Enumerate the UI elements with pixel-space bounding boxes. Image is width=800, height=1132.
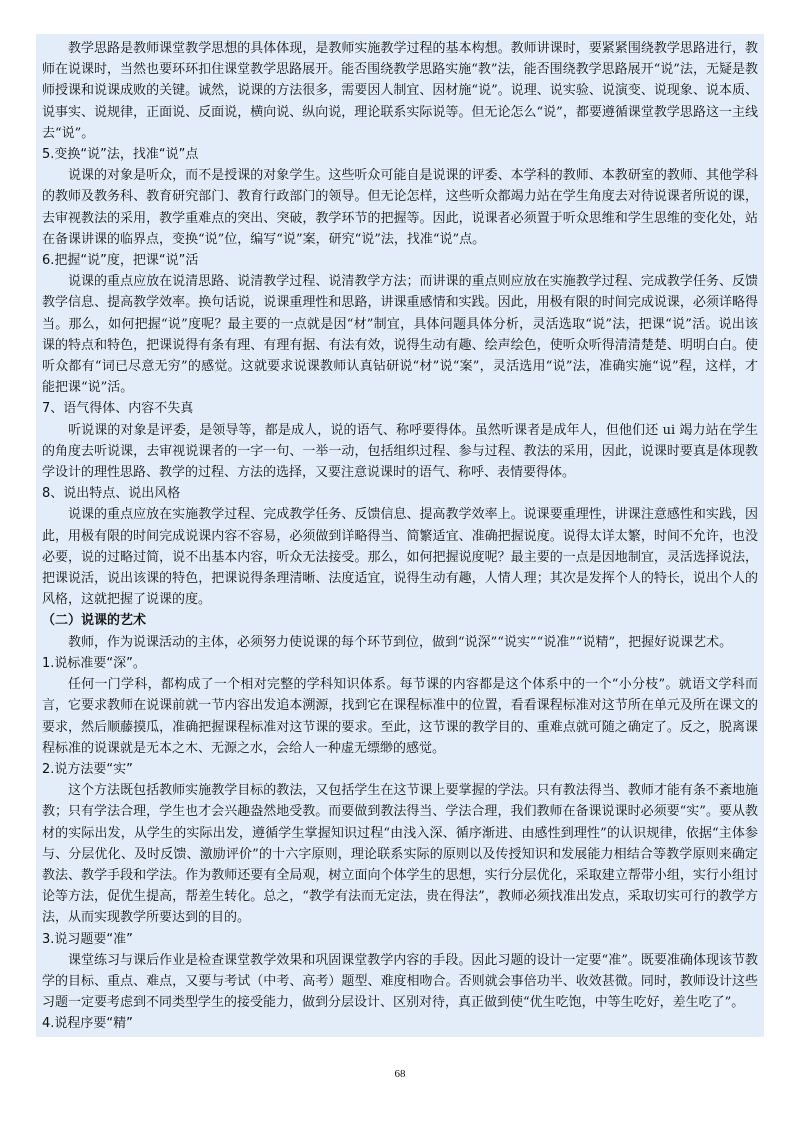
body-paragraph: 说课的重点应放在说清思路、说清教学过程、说清教学方法；而讲课的重点则应放在实施教学过程、完成教学任务、反馈教学信息、提高教学效率。换句话说，说课重理性和思路，讲课重感情和实践。因此，用极有限的时间完成说课，必须详略得当。那么，如何把握“说”度呢？最主要的一点就是因“材”制宜，具体问题具体分析，灵活选取“说”法，把课“说”活。说出该课的特点和特色，把课说得有条有理、有理有据、有法有效，说得生动有趣、绘声绘色，使听众听得清清楚楚、明明白白。使听众都有“词已尽意无穷”的感觉。这就要求说课教师认真钻研说“材”说“案”，灵活选用“说”法，准确实施“说”程，这样，才能把课“说”活。 (42, 274, 758, 396)
section-heading: 5.变换“说”法，找准“说”点 (42, 147, 199, 163)
section-heading: 4.说程序要“精” (42, 1016, 133, 1032)
body-paragraph: 听说课的对象是评委，是领导等，都是成人，说的语气、称呼要得体。虽然听课者是成年人，但他们还 ui 竭力站在学生的角度去听说课，去审视说课者的一字一句、一举一动，包括组织过程、参与过程、教法的采用，因此，说课时要真是体现教学设计的理性思路、教学的过程、方法的选择，又要注意说课时的语气、称呼、表情要得体。 (42, 422, 758, 481)
body-paragraph: 这个方法既包括教师实施教学目标的教法，又包括学生在这节课上要掌握的学法。只有教法得当、教师才能有条不紊地施教；只有学法合理，学生也才会兴趣盎然地受教。而要做到教法得当、学法合理，我们教师在备课说课时必须要“实”。要从教材的实际出发，从学生的实际出发，遵循学生掌握知识过程“由浅入深、循序渐进、由感性到理性”的认识规律，依据“主体参与、分层优化、及时反馈、激励评价”的十六字原则，理论联系实际的原则以及传授知识和发展能力相结合等教学原则来确定教法、教学手段和学法。作为教师还要有全局观，树立面向个体学生的思想，实行分层优化，采取建立帮带小组，实行小组讨论等方法，促优生提高，帮差生转化。总之，“教学有法而无定法，贵在得法”，教师必须找准出发点，采取切实可行的教学方法，从而实现教学所要达到的目的。 (42, 783, 758, 926)
body-paragraph: 课堂练习与课后作业是检查课堂教学效果和巩固课堂教学内容的手段。因此习题的设计一定要“准”。既要准确体现该节教学的目标、重点、难点，又要与考试（中考、高考）题型、难度相吻合。否则就会事倍功半、收效甚微。同时，教师设计这些习题一定要考虑到不同类型学生的接受能力，做到分层设计、区别对待，真正做到使“优生吃饱，中等生吃好，差生吃了”。 (42, 952, 758, 1011)
document-body (36, 34, 764, 1037)
section-heading: （二）说课的艺术 (42, 613, 147, 629)
body-paragraph: 任何一门学科，都构成了一个相对完整的学科知识体系。每节课的内容都是这个体系中的一个“小分枝”。就语文学科而言，它要求教师在说课前就一节内容出发追本溯源，找到它在课程标准中的位置，看看课程标准对这节所在单元及所在课文的要求，然后顺藤摸瓜，准确把握课程标准对这节课的要求。至此，这节课的教学目的、重难点就可随之确定了。反之，脱离课程标准的说课就是无本之木、无源之水，会给人一种虚无缥缈的感觉。 (42, 677, 758, 756)
page-number: 68 (394, 1068, 406, 1080)
body-paragraph: 教师，作为说课活动的主体，必须努力使说课的每个环节到位，做到“说深”“说实”“说准”“说精”，把握好说课艺术。 (68, 634, 733, 650)
section-heading: 1.说标准要“深”。 (42, 655, 146, 671)
body-paragraph: 说课的对象是听众，而不是授课的对象学生。这些听众可能自是说课的评委、本学科的教师、本教研室的教师、其他学科的教师及教务科、教育研究部门、教育行政部门的领导。但无论怎样，这些听众都竭力站在学生角度去对待说课者所说的课，去审视教法的采用，教学重难点的突出、突破，教学环节的把握等。因此，说课者必须置于听众思维和学生思维的变化处，站在备课讲课的临界点，变换“说”位，编写“说”案，研究“说”法，找准“说”点。 (42, 168, 758, 247)
section-heading: 6.把握“说”度，把课“说”活 (42, 253, 199, 269)
section-heading: 7、语气得体、内容不失真 (42, 401, 194, 417)
section-heading: 8、说出特点、说出风格 (42, 486, 181, 502)
section-heading: 3.说习题要“准” (42, 931, 133, 947)
body-paragraph: 教学思路是教师课堂教学思想的具体体现，是教师实施教学过程的基本构想。教师讲课时，要紧紧围绕教学思路进行，教师在说课时，当然也要环环扣住课堂教学思路展开。能否围绕教学思路实施“教”法，能否围绕教学思路展开“说”法，无疑是教师授课和说课成败的关键。诚然，说课的方法很多，需要因人制宜、因材施“说”。说理、说实验、说演变、说现象、说本质、说事实、说规律，正面说、反面说，横向说、纵向说，理论联系实际说等。但无论怎么“说”，都要遵循课堂教学思路这一主线去“说”。 (42, 41, 758, 141)
body-paragraph: 说课的重点应放在实施教学过程、完成教学任务、反馈信息、提高教学效率上。说课要重理性，讲课注意感性和实践，因此，用极有限的时间完成说课内容不容易，必须做到详略得当、简繁适宜、准确把握说度。说得太详太繁，时间不允许，也没必要，说的过略过简，说不出基本内容，听众无法接受。那么，如何把握说度呢？最主要的一点是因地制宜，灵活选择说法，把课说活，说出该课的特色，把课说得条理清晰、法度适宜，说得生动有趣，人情人理；其次是发挥个人的特长，说出个人的风格，这就把握了说课的度。 (42, 507, 758, 608)
section-heading: 2.说方法要“实” (42, 761, 133, 777)
